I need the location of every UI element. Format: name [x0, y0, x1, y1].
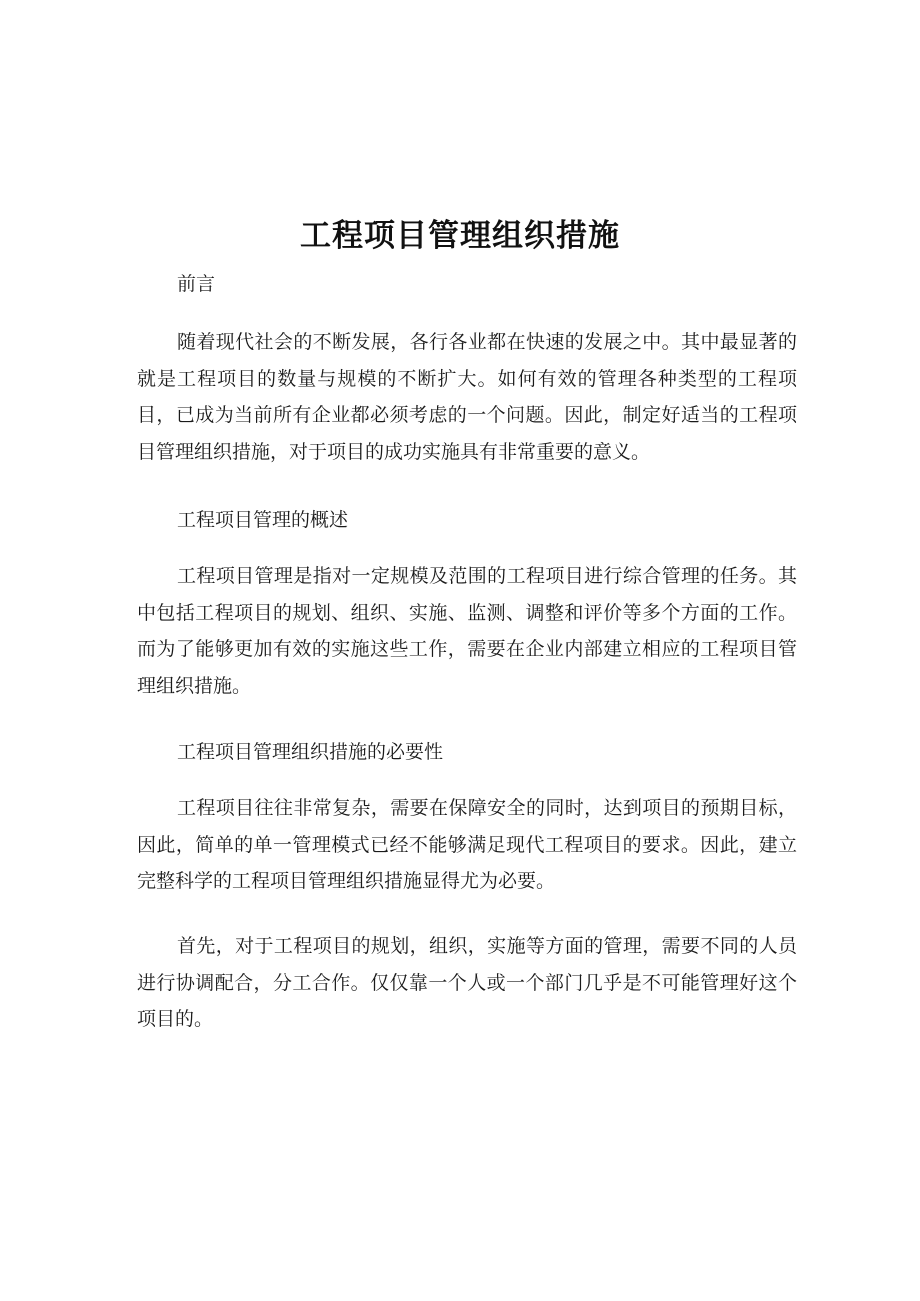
section-heading-preface: 前言: [177, 273, 216, 295]
section-heading-necessity: 工程项目管理组织措施的必要性: [177, 741, 444, 763]
document-title: 工程项目管理组织措施: [300, 218, 620, 254]
paragraph-necessity-2: 首先，对于工程项目的规划，组织，实施等方面的管理，需要不同的人员进行协调配合，分工合作。仅仅靠一个人或一个部门几乎是不可能管理好这个项目的。: [137, 935, 797, 1030]
paragraph-preface: 随着现代社会的不断发展，各行各业都在快速的发展之中。其中最显著的就是工程项目的数量与规模的不断扩大。如何有效的管理各种类型的工程项目，已成为当前所有企业都必须考虑的一个问题。因此，制定好适当的工程项目管理组织措施，对于项目的成功实施具有非常重要的意义。: [137, 331, 797, 463]
section-heading-overview: 工程项目管理的概述: [177, 509, 349, 531]
paragraph-necessity-1: 工程项目往往非常复杂，需要在保障安全的同时，达到项目的预期目标，因此，简单的单一管理模式已经不能够满足现代工程项目的要求。因此，建立完整科学的工程项目管理组织措施显得尤为必要。: [137, 797, 797, 892]
paragraph-overview: 工程项目管理是指对一定规模及范围的工程项目进行综合管理的任务。其中包括工程项目的规划、组织、实施、监测、调整和评价等多个方面的工作。而为了能够更加有效的实施这些工作，需要在企业内部建立相应的工程项目管理组织措施。: [137, 565, 797, 697]
